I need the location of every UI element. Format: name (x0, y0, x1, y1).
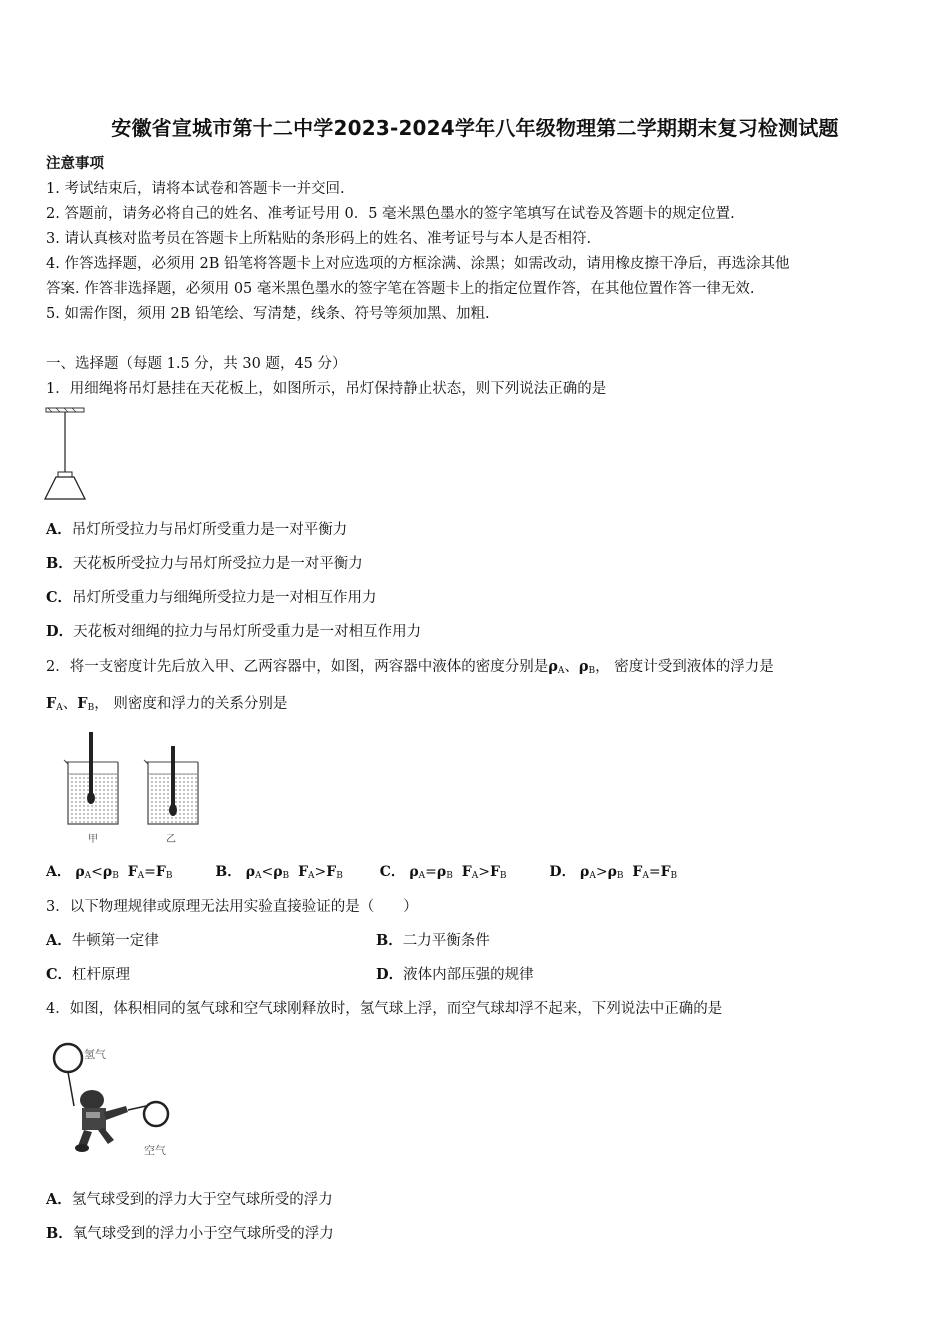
notice-item: 3. 请认真核对监考员在答题卡上所粘贴的条形码上的姓名、准考证号与本人是否相符. (46, 231, 592, 247)
lampshade (45, 477, 85, 499)
hydrogen-balloon (54, 1044, 82, 1072)
q2-option-b[interactable]: B． $\rho_A<\rho_B$ $F_A>F_B$ (215, 864, 343, 881)
beaker-yi (144, 746, 198, 824)
fig-label-yi: 乙 (166, 834, 176, 845)
q2-option-a[interactable]: A． $\rho_A<\rho_B$ $F_A=F_B$ (46, 864, 173, 881)
question-4-stem: 4．如图，体积相同的氢气球和空气球刚释放时，氢气球上浮，而空气球却浮不起来，下列说法中正确的是 (46, 1001, 723, 1017)
q1-option-a[interactable]: A．吊灯所受拉力与吊灯所受重力是一对平衡力 (46, 521, 348, 538)
q3-option-d[interactable]: D．液体内部压强的规律 (376, 966, 534, 983)
balloons-figure (48, 1036, 188, 1162)
child-figure (75, 1090, 128, 1152)
question-2-stem: 2．将一支密度计先后放入甲、乙两容器中，如图，两容器中液体的密度分别是$\rho_A$、$\rho_B$， 密度计受到液体的浮力是 (46, 658, 774, 676)
hydrometer-figure (58, 724, 208, 848)
q3-option-b[interactable]: B．二力平衡条件 (376, 932, 490, 949)
notice-item: 5. 如需作图，须用 2B 铅笔绘、写清楚，线条、符号等须加黑、加粗. (46, 306, 490, 322)
q1-option-c[interactable]: C．吊灯所受重力与细绳所受拉力是一对相互作用力 (46, 589, 377, 606)
q1-option-d[interactable]: D．天花板对细绳的拉力与吊灯所受重力是一对相互作用力 (46, 623, 422, 640)
label-hydrogen: 氢气 (84, 1048, 106, 1061)
notice-item: 2. 答题前，请务必将自己的姓名、准考证号用 0．5 毫米黑色墨水的签字笔填写在试卷及答题卡的规定位置. (46, 206, 735, 222)
q3-option-c[interactable]: C．杠杆原理 (46, 966, 131, 983)
q4-option-b[interactable]: B．氧气球受到的浮力小于空气球所受的浮力 (46, 1225, 334, 1242)
q2-option-c[interactable]: C． $\rho_A=\rho_B$ $F_A>F_B$ (379, 864, 507, 881)
notice-item: 4. 作答选择题，必须用 2B 铅笔将答题卡上对应选项的方框涂满、涂黑；如需改动，请用橡皮擦干净后，再选涂其他 (46, 256, 790, 272)
q1-option-b[interactable]: B．天花板所受拉力与吊灯所受拉力是一对平衡力 (46, 555, 363, 572)
question-3-stem: 3．以下物理规律或原理无法用实验直接验证的是（ ） (46, 899, 418, 915)
notice-heading: 注意事项 (46, 155, 104, 172)
q2-option-d[interactable]: D． $\rho_A>\rho_B$ $F_A=F_B$ (549, 864, 678, 881)
section-heading: 一、选择题（每题 1.5 分，共 30 题，45 分） (46, 356, 347, 372)
question-2-stem-cont: $F_A$、$F_B$， 则密度和浮力的关系分别是 (46, 695, 288, 713)
page-title: 安徽省宣城市第十二中学2023-2024学年八年级物理第二学期期末复习检测试题 (111, 116, 839, 140)
air-balloon (144, 1102, 168, 1126)
notice-item: 答案. 作答非选择题，必须用 05 毫米黑色墨水的签字笔在答题卡上的指定位置作答，在其他位置作答一律无效. (46, 281, 755, 297)
notice-item: 1. 考试结束后，请将本试卷和答题卡一并交回. (46, 181, 345, 197)
q2-options-row (46, 861, 677, 881)
q4-option-a[interactable]: A．氢气球受到的浮力大于空气球所受的浮力 (46, 1191, 333, 1208)
hanging-lamp-figure (42, 404, 92, 504)
question-1-stem: 1．用细绳将吊灯悬挂在天花板上，如图所示，吊灯保持静止状态，则下列说法正确的是 (46, 381, 607, 397)
q3-option-a[interactable]: A．牛顿第一定律 (46, 932, 159, 949)
beaker-jia (64, 732, 118, 824)
label-air: 空气 (144, 1144, 166, 1157)
fig-label-jia: 甲 (88, 834, 98, 845)
